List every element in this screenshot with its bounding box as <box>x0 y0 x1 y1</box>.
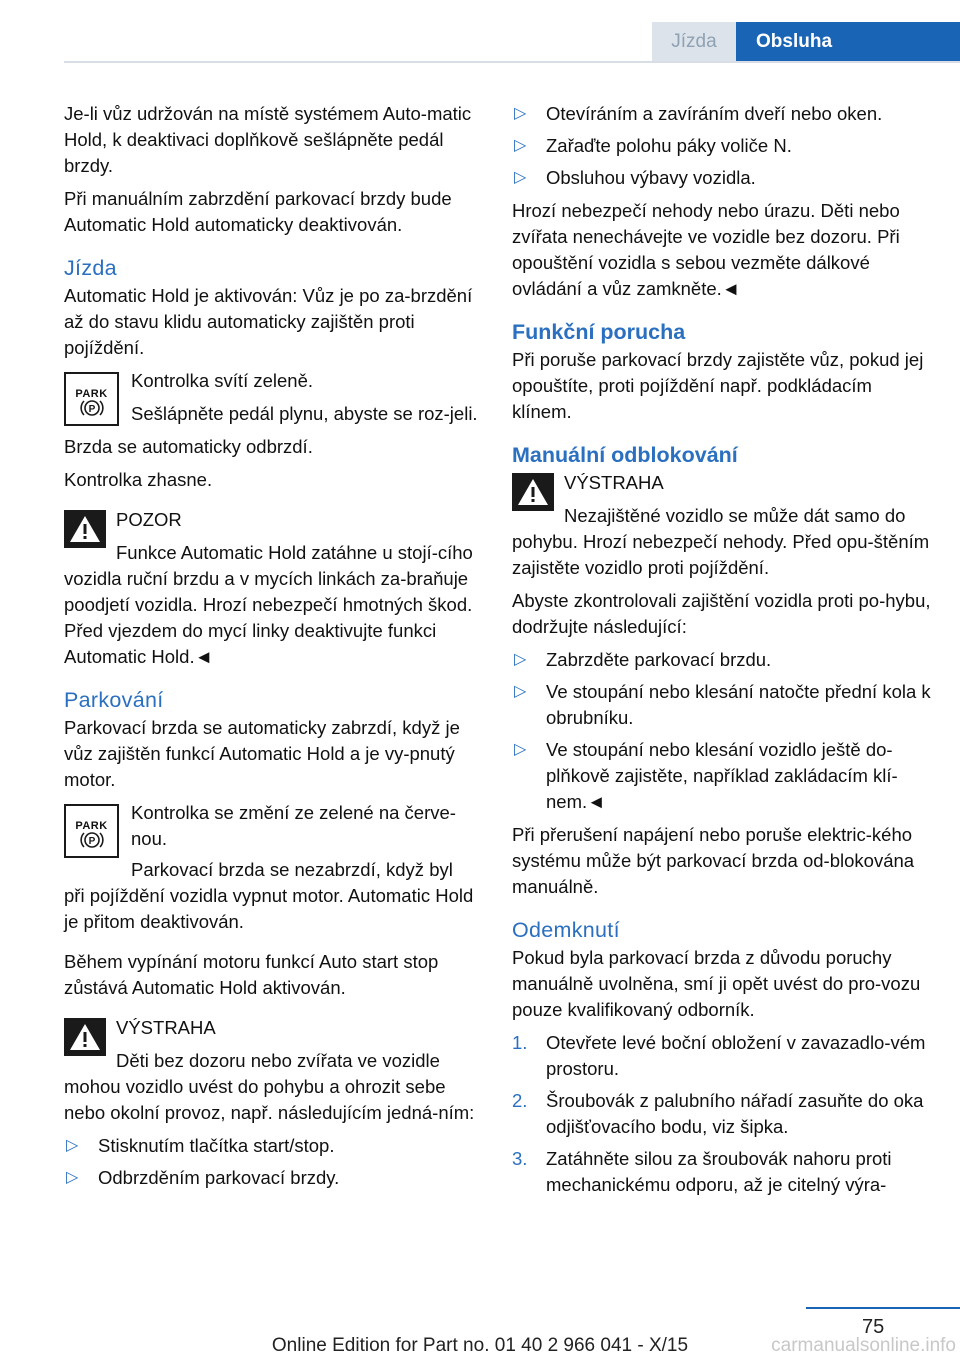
footer <box>0 1335 960 1357</box>
bullet-triangle-icon: ▷ <box>66 1169 79 1186</box>
paragraph: Při přerušení napájení nebo poruše elektric-kého systému může být parkovací brzda od-blokována manuálně. <box>512 824 915 897</box>
svg-text:P: P <box>88 836 96 847</box>
caution-block <box>64 507 478 670</box>
warning-text: Děti bez dozoru nebo zvířata ve vozidle mohou vozidlo uvést do pohybu a ohrozit sebe nebo okolní provoz, např. následujícím jedná-ním: <box>64 1050 475 1123</box>
heading-parkovani: Parkování <box>64 688 164 712</box>
paragraph: Abyste zkontrolovali zajištění vozidla proti po-hybu, dodržujte následující: <box>512 590 931 637</box>
bullet-list <box>512 647 932 815</box>
warning-block <box>512 470 932 581</box>
warning-triangle-icon <box>64 510 106 548</box>
paragraph: Pokud byla parkovací brzda z důvodu poruchy manuálně uvolněna, smí ji opět uvést do pro-vozu pouze kvalifikovaný odborník. <box>512 947 921 1020</box>
header-rule <box>64 61 960 63</box>
right-column <box>512 101 932 1205</box>
indicator-block <box>64 800 478 852</box>
warning-triangle-icon <box>64 1018 106 1056</box>
list-item: ▷ Stisknutím tlačítka start/stop. <box>64 1133 478 1159</box>
left-column <box>64 101 478 1198</box>
paragraph: Parkovací brzda se nezabrzdí, když byl při pojíždění vozidla vypnut motor. Automatic Hold je přitom deaktivován. <box>64 859 474 932</box>
warning-block <box>64 1015 478 1126</box>
heading-odemknuti: Odemknutí <box>512 918 620 942</box>
list-item: ▷ Ve stoupání nebo klesání vozidlo ještě do-plňkově zajistěte, například zakládacím klí-nem.◄ <box>514 739 898 812</box>
bullet-triangle-icon: ▷ <box>514 741 527 758</box>
bullet-triangle-icon: ▷ <box>514 683 527 700</box>
park-icon-label: PARK <box>75 388 108 400</box>
warning-text: Nezajištěné vozidlo se může dát samo do pohybu. Hrozí nebezpečí nehody. Před opu-štěním zajistěte vozidlo proti pojíždění. <box>512 505 930 578</box>
paragraph: Je-li vůz udržován na místě systémem Auto-matic Hold, k deaktivaci doplňkově sešlápněte pedál brzdy. <box>64 103 472 176</box>
indicator-block <box>64 368 478 427</box>
svg-text:P: P <box>88 404 96 415</box>
indicator-text: Sešlápněte pedál plynu, abyste se roz-jeli. <box>131 403 478 424</box>
heading-jizda: Jízda <box>64 256 117 280</box>
numbered-list <box>512 1030 932 1198</box>
paragraph: Automatic Hold je aktivován: Vůz je po za-brzdění až do stavu klidu automaticky zajištěn proti pojíždění. <box>64 285 473 358</box>
page-number-rule <box>806 1307 960 1309</box>
bullet-list <box>64 1133 478 1191</box>
paragraph: Při manuálním zabrzdění parkovací brzdy bude Automatic Hold automaticky deaktivován. <box>64 188 452 235</box>
paragraph: Parkovací brzda se automaticky zabrzdí, když je vůz zajištěn funkcí Automatic Hold a je vy-pnutý motor. <box>64 717 460 790</box>
bullet-triangle-icon: ▷ <box>514 651 527 668</box>
list-item: ▷ Zařaďte polohu páky voliče N. <box>512 133 932 159</box>
watermark: carmanualsonline.info <box>771 1335 956 1356</box>
list-item: ▷ Odbrzděním parkovací brzdy. <box>64 1165 478 1191</box>
warning-triangle-icon <box>512 473 554 511</box>
edition-text: Online Edition for Part no. 01 40 2 966 041 - X/15 <box>271 1335 689 1356</box>
heading-funkcni-porucha: Funkční porucha <box>512 320 686 344</box>
heading-manualni-odblokovani: Manuální odblokování <box>512 443 738 467</box>
paragraph: Hrozí nebezpečí nehody nebo úrazu. Děti nebo zvířata nenechávejte ve vozidle bez dozoru. Při opouštění vozidla s sebou vezměte dálkové ovládání a vůz zamkněte.◄ <box>512 200 900 299</box>
bullet-triangle-icon: ▷ <box>514 137 527 154</box>
caution-text: Funkce Automatic Hold zatáhne u stojí-cího vozidla ruční brzdu a v mycích linkách za-braňuje poodjetí vozidla. Hrozí nebezpečí hmotných škod. Před vjezdem do mycí linky deaktivujte funkci Automatic Hold.◄ <box>64 542 473 667</box>
header-tab-chapter: Obsluha <box>736 22 960 62</box>
park-icon-label: PARK <box>75 820 108 832</box>
step-number: 2. <box>512 1090 528 1111</box>
paragraph: Při poruše parkovací brzdy zajistěte vůz, pokud jej opouštíte, proti pojíždění např. podkládacím klínem. <box>512 349 924 422</box>
warning-label: VÝSTRAHA <box>116 1017 216 1038</box>
list-item: ▷ Obsluhou výbavy vozidla. <box>512 165 932 191</box>
indicator-text: Kontrolka se změní ze zelené na červe-nou. <box>131 802 456 849</box>
list-item: ▷ Ve stoupání nebo klesání natočte přední kola k obrubníku. <box>514 681 931 728</box>
step-number: 3. <box>512 1148 528 1169</box>
park-brake-icon <box>64 372 119 426</box>
warning-label: VÝSTRAHA <box>564 472 664 493</box>
bullet-triangle-icon: ▷ <box>514 105 527 122</box>
bullet-list <box>512 101 932 191</box>
bullet-triangle-icon: ▷ <box>514 169 527 186</box>
paragraph: Brzda se automaticky odbrzdí. <box>64 436 313 457</box>
bullet-triangle-icon: ▷ <box>66 1137 79 1154</box>
page-number: 75 <box>862 1316 885 1338</box>
list-item: 3. Zatáhněte silou za šroubovák nahoru proti mechanickému odporu, až je citelný výra- <box>512 1148 892 1195</box>
list-item: ▷ Otevíráním a zavíráním dveří nebo oken. <box>512 101 932 127</box>
paragraph: Během vypínání motoru funkcí Auto start stop zůstává Automatic Hold aktivován. <box>64 951 439 998</box>
caution-label: POZOR <box>116 509 182 530</box>
paragraph: Kontrolka zhasne. <box>64 469 213 490</box>
step-number: 1. <box>512 1032 528 1053</box>
list-item: 2. Šroubovák z palubního nářadí zasuňte do oka odjišťovacího bodu, viz šipka. <box>512 1090 924 1137</box>
list-item: 1. Otevřete levé boční obložení v zavazadlo-vém prostoru. <box>512 1032 926 1079</box>
park-brake-icon <box>64 804 119 858</box>
indicator-text: Kontrolka svítí zeleně. <box>131 370 314 391</box>
list-item: ▷ Zabrzděte parkovací brzdu. <box>512 647 932 673</box>
header-tab-section: Jízda <box>652 22 736 62</box>
